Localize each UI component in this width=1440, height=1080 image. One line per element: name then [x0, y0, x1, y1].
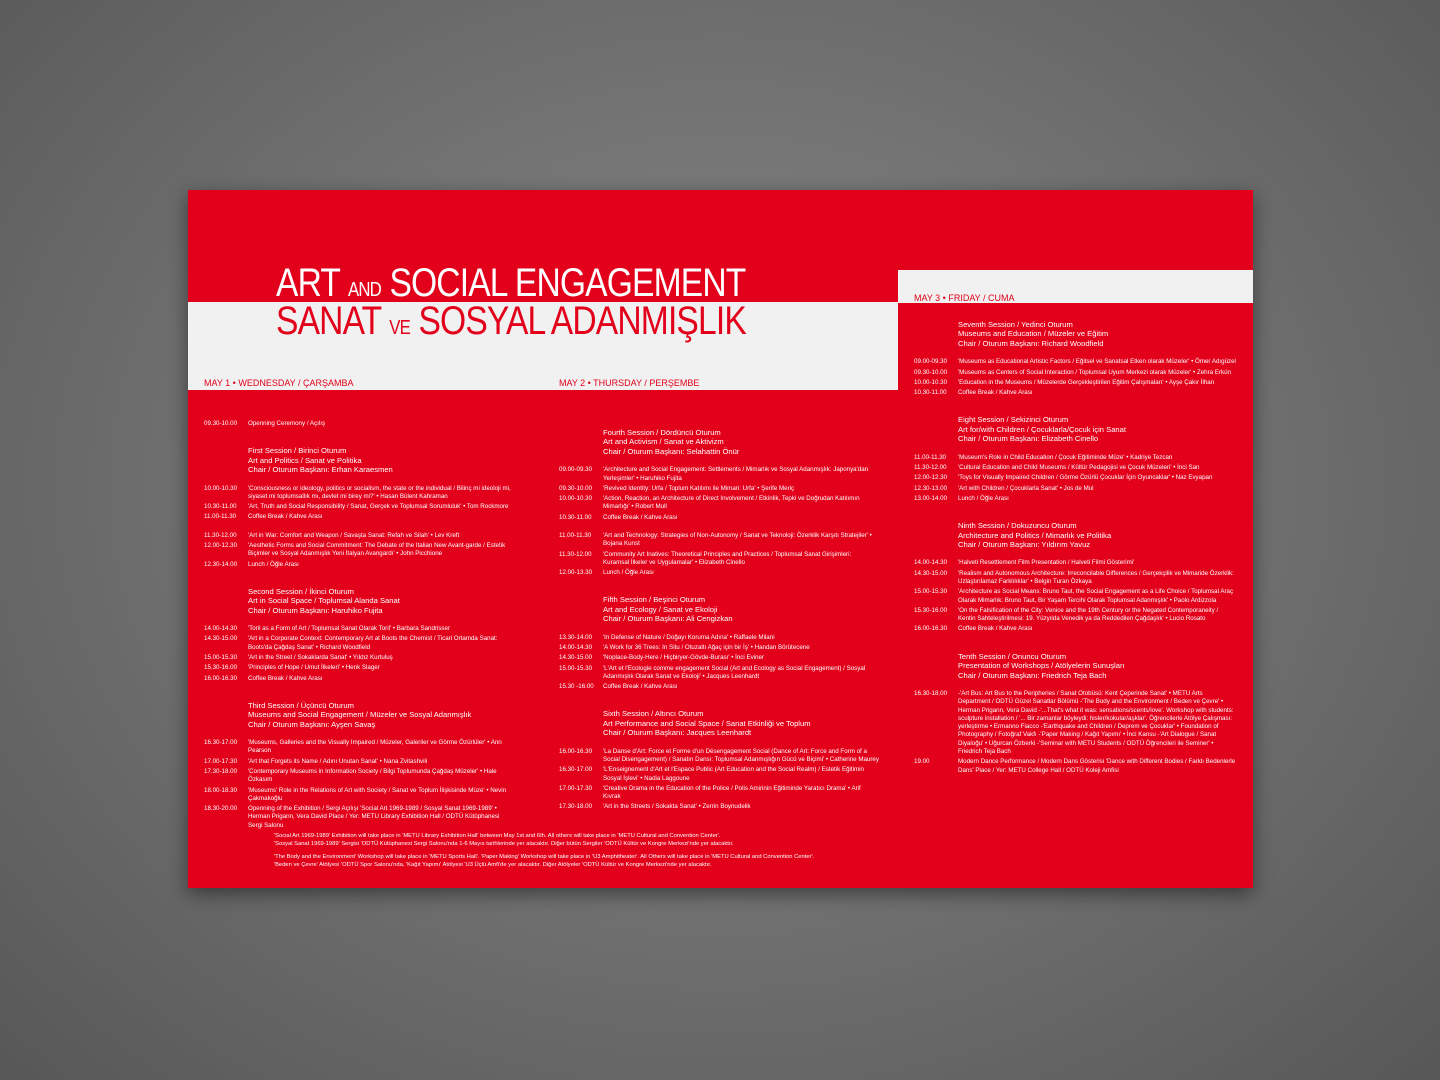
entry-text: Coffee Break / Kahve Arası	[958, 389, 1033, 397]
schedule-entry	[914, 389, 1236, 397]
entry-time: 17.30-18.00	[559, 803, 593, 811]
footnote-tr-1: 'Sosyal Sanat 1969-1989' Sergisi 'ODTÜ Kütüphanesi Sergi Salonu'nda 1-6 Mayıs tarihlerinde yer alacaktır. Diğer bütün Sergiler 'ODTÜ Kültür ve Kongre Merkezi'nde yer alacaktır.	[274, 840, 734, 847]
entry-time: 12.00-13.30	[559, 569, 593, 577]
entry-time: 12.30-14.00	[204, 560, 238, 568]
entry-time: 19.00	[914, 758, 930, 766]
entry-text: 'Creative Drama in the Education of the Police / Polis Amirinin Eğitiminde Yaratıcı Drama' • Arif Kıvrak	[603, 784, 861, 801]
schedule-entry	[559, 634, 879, 642]
session-block	[958, 320, 1236, 348]
entry-text: 'Education in the Museums / Müzelerde Gerçekleştirilen Eğitim Çalışmaları' • Ayşe Çakır İlhan	[958, 378, 1215, 386]
title-turkish	[276, 301, 746, 348]
schedule-entry	[204, 758, 514, 766]
entry-text: Coffee Break / Kahve Arası	[603, 683, 678, 691]
session-block	[248, 701, 514, 729]
entry-time: 17.00-17.30	[559, 784, 593, 792]
session-block	[958, 415, 1236, 443]
entry-text: Coffee Break / Kahve Arası	[603, 513, 678, 521]
entry-time: 15.30-16.00	[204, 664, 238, 672]
session-line3: Chair / Oturum Başkanı: Haruhiko Fujita	[248, 605, 383, 615]
day1-heading: MAY 1 • WEDNESDAY / ÇARŞAMBA	[204, 378, 354, 388]
session-line1: Eight Session / Sekizinci Oturum	[958, 415, 1069, 425]
entry-time: 12.00-12.30	[204, 542, 238, 549]
session-line3: Chair / Oturum Başkanı: Friedrich Teja Bach	[958, 670, 1107, 680]
entry-time: 14.00-14.30	[559, 644, 593, 651]
entry-time: 18.30-20.00	[204, 805, 238, 813]
schedule-entry	[204, 654, 514, 662]
schedule-entry	[559, 785, 879, 802]
entry-time: 12.00-12.30	[914, 474, 948, 482]
entry-time: 16.00-16.30	[559, 747, 593, 755]
entry-text: 'Art and Technology: Strategies of Non-Autonomy / Sanat ve Teknoloji: Özerklik Karşıtı Stratejiler' • Bojana Kunst	[603, 532, 872, 548]
session-line1: Tenth Session / Onuncu Oturum	[958, 651, 1067, 661]
title-tr-word2: VE	[389, 317, 410, 339]
entry-time: 10.00-10.30	[914, 378, 948, 386]
title-tr-word3: SOSYAL ADANMIŞLIK	[418, 299, 746, 343]
session-line2: Art and Activism / Sanat ve Aktivizm	[603, 437, 724, 447]
entry-text: 'Art in War: Comfort and Weapon / Savaşta Sanat: Refah ve Silah' • Lev Kreft	[248, 531, 460, 539]
entry-time: 16.00-16.30	[204, 674, 238, 682]
schedule-entry	[914, 758, 1236, 775]
session-block	[958, 652, 1236, 680]
entry-time: 10.00-10.30	[559, 495, 593, 503]
entry-text: Modern Dance Performance / Modern Dans Gösterisi 'Dance with Different Bodies / Farklı Bedenlerle Dans' Place / Yer: METU College Hall / ODTÜ Koleji Amfisi	[958, 758, 1236, 774]
session-line2: Art and Politics / Sanat ve Politika	[248, 455, 362, 465]
entry-text: 'Architecture and Social Engagement: Settlements / Mimarlık ve Sosyal Adanmışlık: Japonya'dan Yerleşimler' • Haruhiko Fujita	[603, 466, 869, 482]
session-line1: Ninth Session / Dokuzuncu Oturum	[958, 521, 1077, 531]
session-block	[248, 587, 514, 615]
entry-text: 'Action, Reaction, an Architecture of Direct Involvement / Etkinlik, Tepki ve Doğrudan Katılımın Mimarlığı' • Robert Mull	[603, 495, 860, 511]
entry-text: 'Architecture as Social Means: Bruno Taut, the Social Engagement as a Life Choice / Toplumsal Araç Olarak Mimarlık: Bruno Taut, Bir Yaşam Tercihi Olarak Toplumsal Adanmışlık' • Paolo Ardizzola	[958, 588, 1234, 604]
entry-text: 'Cultural Education and Child Museums / Kültür Pedagojisi ve Çocuk Müzeleri' • İnci San	[958, 463, 1200, 471]
entry-text: Openning Ceremony / Açılış	[248, 420, 326, 427]
entry-text: 'Art in a Corporate Context: Contemporary Art at Boots the Chemist / Ticari Ortamda Sanat: Boots'da Çağdaş Sanat' • Richard Woodfield	[248, 635, 498, 651]
entry-text: Coffee Break / Kahve Arası	[248, 674, 323, 682]
session-line2: Art in Social Space / Toplumsal Alanda Sanat	[248, 596, 400, 606]
session-line2: Art Performance and Social Space / Sanat Etkinliği ve Toplum	[603, 718, 811, 728]
entry-text: 'Art, Truth and Social Responsibility / Sanat, Gerçek ve Toplumsal Sorumluluk' • Tom Rockmore	[248, 503, 509, 511]
entry-time: 13.30-14.00	[559, 633, 593, 641]
entry-text: 'On the Falsification of the City: Venice and the 19th Century or the Negated Contemporaneity / Kentin Sahteleştirilmesi: 19. Yüzyılda Venedik ya da Reddedilen Çağdaşlık' • Lucio Rosato	[958, 606, 1219, 623]
session-block	[248, 446, 514, 474]
session-line1: Sixth Session / Altıncı Oturum	[603, 709, 704, 719]
schedule-entry	[914, 559, 1236, 567]
entry-time: 10.30-11.00	[204, 503, 237, 511]
session-line1: Seventh Session / Yedinci Oturum	[958, 320, 1073, 329]
entry-text: 'L'Art et l'Ecologie comme engagement Social (Art and Ecology as Social Engagement) / Sosyal Adanmışlık Olarak Sanat ve Ekoloji' • Jacques Leenhardt	[603, 664, 866, 680]
entry-time: 16.30-17.00	[204, 739, 238, 747]
title-tr-word1: SANAT	[276, 299, 381, 343]
session-block	[603, 595, 879, 623]
entry-time: 14.30-15.00	[914, 569, 948, 577]
entry-text: Lunch / Öğle Arası	[248, 560, 299, 568]
schedule-entry	[559, 683, 879, 691]
schedule-entry	[559, 466, 879, 483]
entry-text: 'Art in the Streets / Sokakta Sanat' • Zerrin Boynudelik	[603, 803, 751, 811]
entry-time: 15.00-15.30	[559, 664, 593, 672]
entry-time: 12.30-13.00	[914, 484, 948, 492]
schedule-entry	[914, 379, 1236, 387]
entry-time: 14.00-14.30	[914, 559, 948, 567]
schedule-entry	[204, 625, 514, 633]
entry-text: 'Contemporary Museums in Information Society / Bilgi Toplumunda Çağdaş Müzeler' • Hale Özkasım	[248, 768, 497, 784]
schedule-entry	[559, 532, 879, 549]
entry-time: 10.00-10.30	[204, 484, 238, 492]
schedule-entry	[559, 514, 879, 522]
entry-time: 14.00-14.30	[204, 625, 238, 633]
entry-text: 'Art in the Street / Sokaklarda Sanat' • Yıldız Kurtuluş	[248, 654, 393, 661]
entry-text: 'Museums' Role in the Relations of Art with Society / Sanat ve Toplum İlişkisinde Müze' • Nevin Çakmakoğlu	[248, 786, 507, 802]
entry-time: 14.30-15.00	[559, 654, 593, 662]
entry-text: 'A Work for 36 Trees: In Situ / Otuzaltı Ağaç için bir İş' • Handan Börütecene	[603, 644, 810, 651]
entry-text: Lunch / Öğle Arası	[603, 569, 654, 577]
entry-text: 'Art that Forgets its Name / Adını Unutan Sanat' • Nana Zvitashvili	[248, 757, 428, 765]
schedule-entry	[204, 485, 514, 502]
title-en-word1: ART	[276, 261, 340, 305]
entry-time: 11.30-12.00	[204, 531, 237, 539]
session-block	[958, 521, 1236, 549]
session-line3: Chair / Oturum Başkanı: Richard Woodfield	[958, 338, 1104, 348]
entry-text: 'In Defense of Nature / Doğayı Koruma Adına' • Raffaele Milani	[603, 633, 775, 641]
schedule-entry	[914, 607, 1236, 624]
session-line2: Museums and Social Engagement / Müzeler ve Sosyal Adanmışlık	[248, 710, 472, 720]
entry-text: 'Museum's Role in Child Education / Çocuk Eğitiminde Müze' • Kadriye Tezcan	[958, 453, 1173, 461]
entry-time: 11.30-12.00	[559, 550, 592, 558]
entry-text: 'Toril as a Form of Art / Toplumsal Sanat Olarak Toril' • Barbara Sandrisser	[248, 625, 451, 633]
day2-schedule	[559, 420, 879, 814]
entry-text: 'Toys for Visually Impaired Children / Görme Özürlü Çocuklar İçin Oyuncaklar' • Naz Evyapan	[958, 474, 1213, 482]
schedule-entry	[559, 665, 879, 682]
entry-text: 'La Danse d'Art: Force et Forme d'un Désengagement Social (Dance of Art: Force and Form of a Social Disengagement) / Sanatın Dansı: Toplumsal Adanmışlığın Gücü ve Biçimi' • Catherine Maurey	[603, 747, 879, 763]
schedule-entry	[204, 768, 514, 785]
title-en-word3: SOCIAL ENGAGEMENT	[389, 261, 746, 305]
entry-text: 'Aesthetic Forms and Social Commitment: The Debate of the Italian New Avant-garde / Estetik Biçimler ve Sosyal Adanmışlık Yeni İtalyan Avangardı' • John Picchione	[248, 542, 506, 558]
footnote-1	[274, 833, 974, 848]
entry-time: 15.30 -16.00	[559, 683, 594, 691]
session-line3: Chair / Oturum Başkanı: Ayşen Savaş	[248, 719, 376, 729]
footnotes	[274, 833, 974, 875]
entry-time: 13.00-14.00	[914, 494, 948, 502]
entry-time: 09.30-10.00	[559, 484, 593, 492]
session-line3: Chair / Oturum Başkanı: Ali Cengizkan	[603, 614, 733, 624]
session-line2: Architecture and Politics / Mimarlık ve Politika	[958, 530, 1112, 540]
schedule-entry	[559, 803, 879, 811]
entry-text: Coffee Break / Kahve Arası	[958, 625, 1033, 633]
session-line2: Museums and Education / Müzeler ve Eğitim	[958, 329, 1109, 339]
entry-text: 'Realism and Autonomous Architecture: Irreconcilable Differences / Gerçekçilik ve Mimaride Özerklik: Uzlaştırılamaz Farklılıklar' • Belgin Turan Özkaya	[958, 569, 1234, 585]
schedule-entry	[559, 551, 879, 568]
session-line1: First Session / Birinci Oturum	[248, 446, 347, 456]
title-en-word2: AND	[347, 279, 381, 301]
entry-text: 'Halveti Resettlement Film Presentation / Halveti Filmi Gösterimi'	[958, 559, 1135, 567]
schedule-entry	[204, 805, 514, 830]
day2-heading: MAY 2 • THURSDAY / PERŞEMBE	[559, 378, 700, 388]
entry-text: Openning of the Exhibition / Sergi Açılışı 'Social Art 1969-1989 / Sosyal Sanat 1969-1989' • Herman Prigann, Vera David Place / Yer: METU Library Exhibition Hall / ODTÜ Kütüphanesi Sergi Salonu	[248, 805, 500, 829]
schedule-entry	[914, 495, 1236, 503]
entry-text: 'L'Enseignement d'Art et l'Espace Public (Art Education and the Social Realm) / Estetik Eğitimin Sosyal İşlevi' • Nadia Laggoune	[603, 766, 864, 782]
entry-time: 16.00-16.30	[914, 625, 948, 633]
entry-time: 09.30-10.00	[204, 420, 238, 427]
session-line1: Second Session / İkinci Oturum	[248, 586, 354, 596]
entry-text: 'Art with Children / Çocuklarla Sanat' • Jos de Mul	[958, 484, 1094, 492]
schedule-entry	[204, 542, 514, 559]
session-line3: Chair / Oturum Başkanı: Erhan Karaesmen	[248, 465, 393, 475]
entry-text: 'Museums as Centers of Social Interaction / Toplumsal Uyum Merkezi olarak Müzeler' • Zehra Erkün	[958, 368, 1231, 376]
session-line3: Chair / Oturum Başkanı: Elizabeth Cinello	[958, 434, 1099, 444]
entry-time: 11.00-11.30	[204, 513, 237, 521]
schedule-entry	[914, 625, 1236, 633]
entry-text: -'Art Bus: Art Bus to the Peripheries / Sanat Otobüsü: Kent Çeperinde Sanat' • METU Arts Department / ODTÜ Güzel Sanatlar Bölümü -'The Body and the Environment / Beden ve Çevre' • Herman Prigann, Vera David -'...That's what it was: sensations/scents/love'. Workshop with students: sculpture installation / '... Bir zamanlar böyleydi: hisler/kokular/aşklar'. Öğrencilerle Atölye Çalışması: yerleştirme • Ermanno Fiacco -'Earthquake and Children / Deprem ve Çocuklar' • Foundation of Photography / Fotoğraf Vakfı -'Paper Making / Kağıt Yapımı' • İnci Kansu -'Art Dialogue / Sanat Diyaloğu' • Uğurcan Özberki -'Seminar with METU Students / ODTÜ Öğrencileri ile Seminer' • Friedrich Teja Bach	[958, 689, 1234, 755]
session-line1: Fourth Session / Dördüncü Oturum	[603, 428, 721, 437]
entry-time: 14.30-15.00	[204, 635, 238, 643]
session-line3: Chair / Oturum Başkanı: Jacques Leenhardt	[603, 728, 752, 738]
schedule-entry	[559, 485, 879, 493]
entry-time: 15.00-15.30	[204, 654, 238, 661]
session-line2: Art and Ecology / Sanat ve Ekoloji	[603, 604, 718, 614]
schedule-entry	[559, 569, 879, 577]
entry-text: 'Revived Identity: Urfa / Toplum Katılımı ile Mimari: Urfa' • Şerife Meriç	[603, 484, 795, 492]
session-line1: Fifth Session / Beşinci Oturum	[603, 595, 706, 605]
entry-text: 'Consciousness or ideology, politics or socialism, the state or the individual / Bilinç mi ideoloji mi, siyaset mi toplumsallık mı, devlet mi birey mi?' • Hasan Bülent Kahraman	[248, 484, 511, 500]
entry-time: 15.30-16.00	[914, 606, 948, 614]
session-line3: Chair / Oturum Başkanı: Selahattin Önür	[603, 446, 740, 456]
entry-text: 'Principles of Hope / Umut İlkeleri' • Henk Slager	[248, 664, 380, 672]
entry-text: 'Community Art Inatives: Theoretical Principles and Practices / Toplumsal Sanat Girişimleri: Kuramsal İlkeler ve Uygulamalar' • Elizabeth Cinello	[603, 550, 852, 566]
schedule-entry	[204, 561, 514, 569]
session-line2: Presentation of Workshops / Atölyelerin Sunuşları	[958, 661, 1125, 671]
session-block	[603, 709, 879, 737]
day3-schedule	[914, 312, 1236, 777]
session-line2: Art for/with Children / Çocuklarla/Çocuk için Sanat	[958, 424, 1126, 434]
entry-text: 'Noplace-Body-Here / Hiçbiryer-Gövde-Burası' • İnci Eviner	[603, 654, 764, 662]
schedule-entry	[204, 420, 514, 428]
schedule-entry	[914, 454, 1236, 462]
day3-heading: MAY 3 • FRIDAY / CUMA	[914, 293, 1015, 303]
footnote-en-2: 'The Body and the Environment' Workshop will take place in 'METU Sports Hall'. 'Paper Making' Workshop will take place in 'U3 Amphitheater'. All Others will take place in 'METU Cultural and Convention Center'.	[274, 854, 815, 861]
schedule-entry	[559, 766, 879, 783]
schedule-entry	[914, 485, 1236, 493]
entry-time: 09.30-10.00	[914, 368, 948, 376]
schedule-entry	[204, 787, 514, 804]
entry-text: 'Museums, Galleries and the Visually Impaired / Müzeler, Galeriler ve Görme Özürlüler' • Ann Pearson	[248, 739, 502, 755]
schedule-entry	[559, 644, 879, 652]
schedule-entry	[914, 474, 1236, 482]
schedule-entry	[914, 588, 1236, 605]
schedule-entry	[204, 739, 514, 756]
entry-time: 17.00-17.30	[204, 757, 238, 765]
schedule-entry	[204, 675, 514, 683]
entry-time: 16.30-17.00	[559, 766, 593, 774]
schedule-entry	[204, 503, 514, 511]
entry-time: 18.00-18.30	[204, 786, 238, 794]
footnote-tr-2: 'Beden ve Çevre' Atölyesi 'ODTÜ Spor Salonu'nda, 'Kağıt Yapımı' Atölyesi 'U3 Üçlü Amfi'de yer alacaktır. Diğer Atölyeler 'ODTÜ Kültür ve Kongre Merkezi'nde yer alacaktır.	[274, 861, 712, 868]
schedule-entry	[204, 635, 514, 652]
entry-text: 'Museums as Educational Artistic Factors / Eğitsel ve Sanatsal Etken olarak Müzeler' • Ömer Adıgüzel	[958, 358, 1236, 366]
schedule-entry	[914, 570, 1236, 587]
schedule-entry	[559, 495, 879, 512]
program-poster	[188, 190, 1253, 888]
schedule-entry	[914, 464, 1236, 472]
entry-time: 11.00-11.30	[559, 532, 592, 539]
schedule-entry	[559, 748, 879, 765]
session-line1: Third Session / Üçüncü Oturum	[248, 700, 354, 710]
entry-time: 09.00-09.30	[914, 358, 948, 366]
entry-time: 10.30-11.00	[559, 513, 592, 521]
footnote-2	[274, 854, 974, 869]
session-block	[603, 428, 879, 456]
entry-time: 16.30-18.00	[914, 689, 948, 697]
day1-schedule	[204, 420, 514, 840]
schedule-entry	[204, 664, 514, 672]
schedule-entry	[204, 513, 514, 521]
schedule-entry	[914, 358, 1236, 366]
entry-time: 11.30-12.00	[914, 463, 947, 471]
entry-text: Coffee Break / Kahve Arası	[248, 513, 323, 521]
session-line3: Chair / Oturum Başkanı: Yıldırım Yavuz	[958, 539, 1091, 549]
entry-text: Lunch / Öğle Arası	[958, 494, 1009, 502]
schedule-entry	[914, 369, 1236, 377]
schedule-entry	[559, 654, 879, 662]
schedule-entry	[914, 690, 1236, 756]
entry-time: 11.00-11.30	[914, 453, 947, 461]
entry-time: 09.00-09.30	[559, 466, 593, 474]
entry-time: 15.00-15.30	[914, 588, 948, 596]
entry-time: 17.30-18.00	[204, 768, 238, 775]
entry-time: 10.30-11.00	[914, 389, 947, 397]
footnote-en-1: 'Social Art 1969-1989' Exhibition will take place in 'METU Library Exhibition Hall' between May 1st and 6th. All others will take place in 'METU Cultural and Convention Center'.	[274, 833, 721, 839]
schedule-entry	[204, 532, 514, 540]
